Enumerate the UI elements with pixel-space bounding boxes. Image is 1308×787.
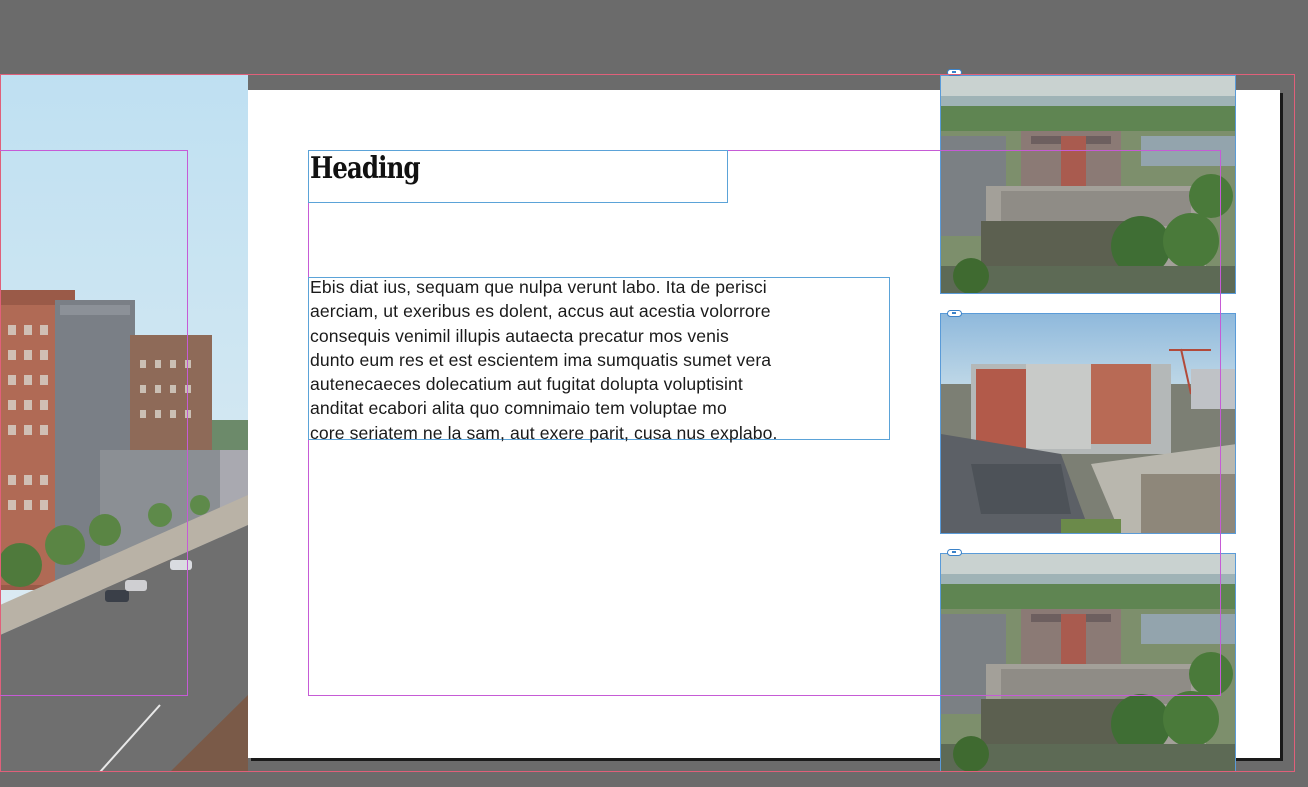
body-line: Ebis diat ius, sequam que nulpa verunt labo. Ita de perisci <box>310 277 767 297</box>
body-line: dunto eum res et est escientem ima sumquatis sumet vera <box>310 349 772 370</box>
image-frame-aerial-2[interactable] <box>940 313 1236 534</box>
image-frame-aerial-3[interactable] <box>940 553 1236 772</box>
body-line: anditat ecabori alita quo comnimaio tem voluptae mo <box>310 398 727 419</box>
body-text-frame[interactable] <box>308 277 890 443</box>
body-line: aerciam, ut exeribus es dolent, accus aut acestia volorrore <box>310 301 771 322</box>
body-text <box>310 275 910 445</box>
image-frame-aerial-1[interactable] <box>940 75 1236 294</box>
left-street-photo[interactable] <box>0 75 248 772</box>
heading-text-frame[interactable] <box>308 150 728 203</box>
link-icon[interactable] <box>947 549 962 556</box>
body-line: consequis venimil illupis autaecta precatur mos venis <box>310 325 729 346</box>
heading-text: Heading <box>310 151 420 186</box>
body-line: core seriatem ne la sam, aut exere parit, cusa nus explabo. <box>310 422 778 443</box>
link-icon[interactable] <box>947 69 962 76</box>
link-icon[interactable] <box>947 310 962 317</box>
body-line: autenecaeces dolecatium aut fugitat dolupta voluptisint <box>310 374 743 395</box>
